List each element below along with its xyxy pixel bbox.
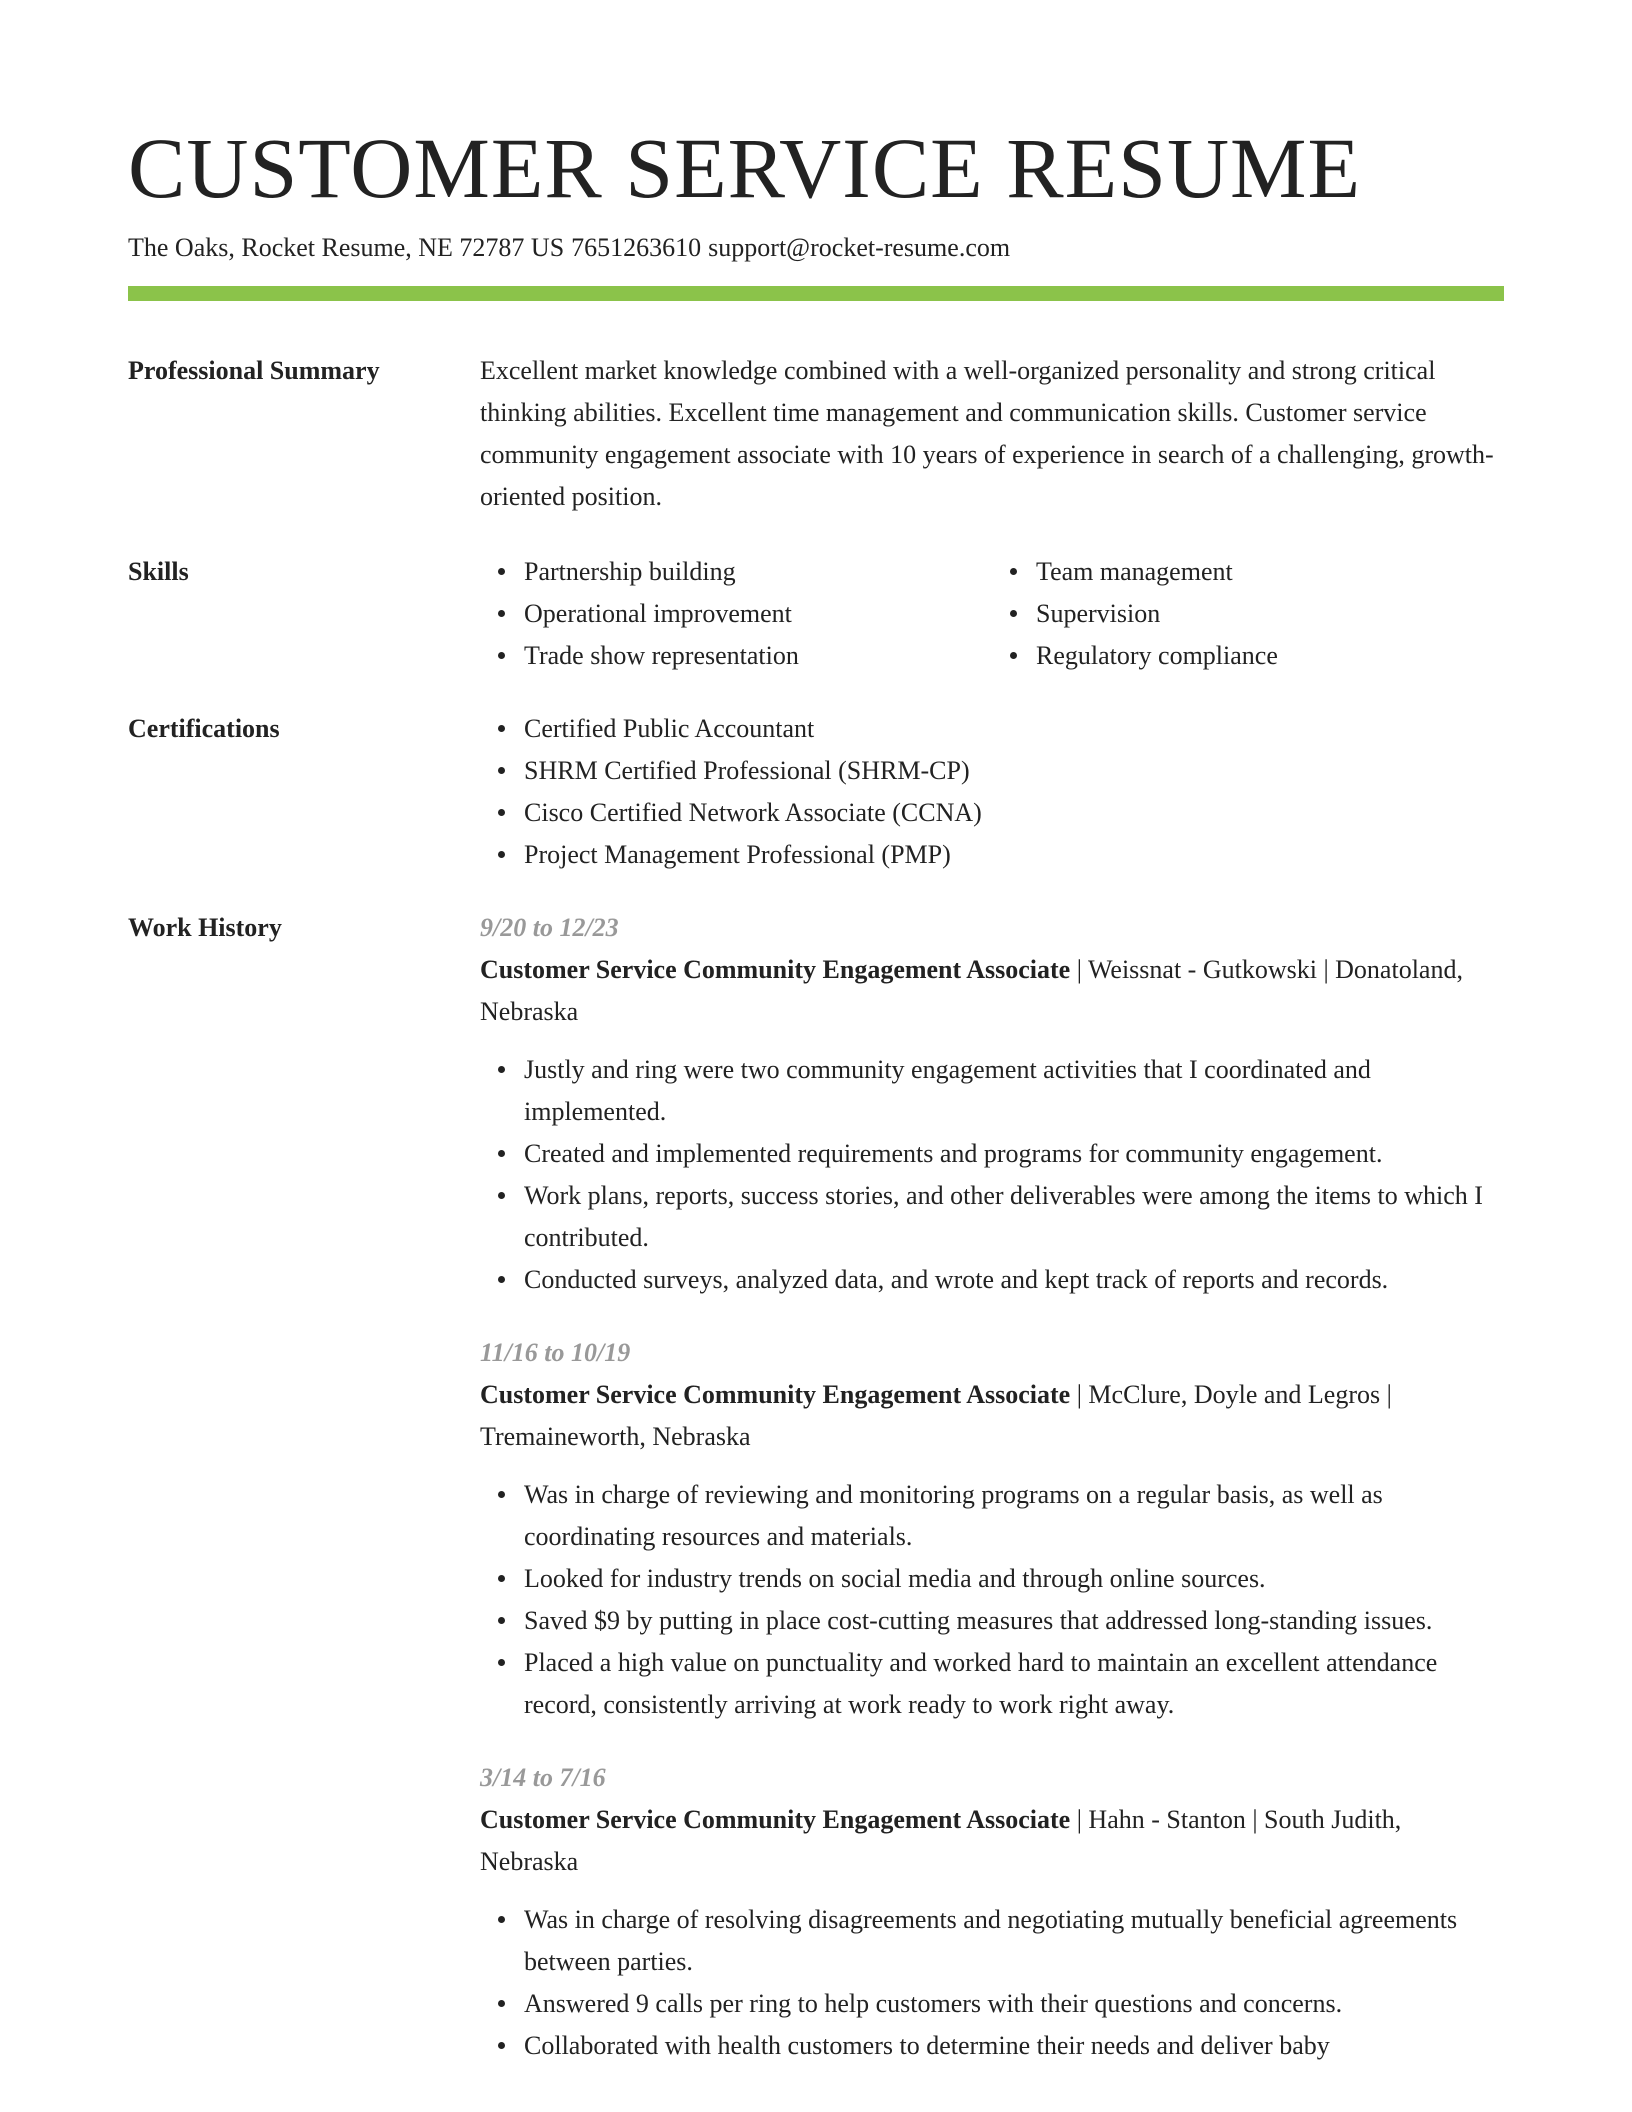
skill-item: Team management [1036,551,1504,593]
job-bullet: Placed a high value on punctuality and worked hard to maintain an excellent attendance record, consistently arriving at work ready to work right away. [524,1642,1504,1726]
work-history-label: Work History [128,913,282,942]
job-bullet: Justly and ring were two community engagement activities that I coordinated and implemented. [524,1049,1504,1133]
certifications-section [128,708,1504,876]
certifications-list [480,708,1504,876]
job-title: Customer Service Community Engagement Associate [480,1380,1071,1409]
job-bullet: Collaborated with health customers to determine their needs and deliver baby [524,2025,1504,2067]
skills-label: Skills [128,557,189,586]
resume-sections [128,350,1504,2098]
skill-item: Supervision [1036,593,1504,635]
work-history-body [480,907,1504,2098]
certification-item: Certified Public Accountant [524,708,1504,750]
skills-section [128,551,1504,677]
job-details: | Weissnat - Gutkowski | Donatoland, Nebraska [480,955,1463,1026]
job-entry [480,1332,1504,1726]
job-title: Customer Service Community Engagement Associate [480,955,1071,984]
contact-email: support@rocket-resume.com [708,233,1011,262]
job-details: | Hahn - Stanton | South Judith, Nebraska [480,1805,1402,1876]
skill-item: Operational improvement [524,593,992,635]
job-bullet: Saved $9 by putting in place cost-cutting measures that addressed long-standing issues. [524,1600,1504,1642]
certification-item: Project Management Professional (PMP) [524,834,1504,876]
job-header [480,1374,1504,1458]
skills-grid [480,551,1504,677]
job-header [480,949,1504,1033]
job-bullet: Work plans, reports, success stories, and other deliverables were among the items to which I contributed. [524,1175,1504,1259]
certification-item: SHRM Certified Professional (SHRM-CP) [524,750,1504,792]
accent-divider [128,286,1504,301]
skill-item: Trade show representation [524,635,992,677]
resume-title: CUSTOMER SERVICE RESUME [128,120,1362,216]
job-bullet: Created and implemented requirements and programs for community engagement. [524,1133,1504,1175]
skill-item: Partnership building [524,551,992,593]
summary-label: Professional Summary [128,356,380,385]
job-title: Customer Service Community Engagement Associate [480,1805,1071,1834]
summary-text: Excellent market knowledge combined with a well-organized personality and strong critical thinking abilities. Excellent time management and communication skills. Customer service community engagement associate with 10 years of experience in search of a challenging, growth-oriented position. [480,356,1494,511]
summary-section [128,350,1504,518]
job-entry [480,907,1504,1301]
certification-item: Cisco Certified Network Associate (CCNA) [524,792,1504,834]
job-details: | McClure, Doyle and Legros | Tremaineworth, Nebraska [480,1380,1392,1451]
job-bullet: Looked for industry trends on social media and through online sources. [524,1558,1504,1600]
job-entry [480,1757,1504,2067]
job-dates: 9/20 to 12/23 [480,913,619,942]
job-dates: 11/16 to 10/19 [480,1338,631,1367]
certifications-body [480,708,1504,876]
skill-item: Regulatory compliance [1036,635,1504,677]
job-bullet: Was in charge of resolving disagreements and negotiating mutually beneficial agreements between parties. [524,1899,1504,1983]
job-dates: 3/14 to 7/16 [480,1763,606,1792]
skills-column-1 [480,551,992,677]
contact-phone: 7651263610 [571,233,702,262]
job-bullets [480,1474,1504,1726]
job-bullet: Answered 9 calls per ring to help customers with their questions and concerns. [524,1983,1504,2025]
certifications-label: Certifications [128,714,280,743]
contact-line [128,230,1010,266]
contact-address: The Oaks, Rocket Resume, NE 72787 US [128,233,565,262]
skills-column-2 [992,551,1504,677]
job-bullet: Conducted surveys, analyzed data, and wrote and kept track of reports and records. [524,1259,1504,1301]
job-bullet: Was in charge of reviewing and monitoring programs on a regular basis, as well as coordinating resources and materials. [524,1474,1504,1558]
work-history-section [128,907,1504,2098]
job-bullets [480,1899,1504,2067]
job-header [480,1799,1504,1883]
job-bullets [480,1049,1504,1301]
